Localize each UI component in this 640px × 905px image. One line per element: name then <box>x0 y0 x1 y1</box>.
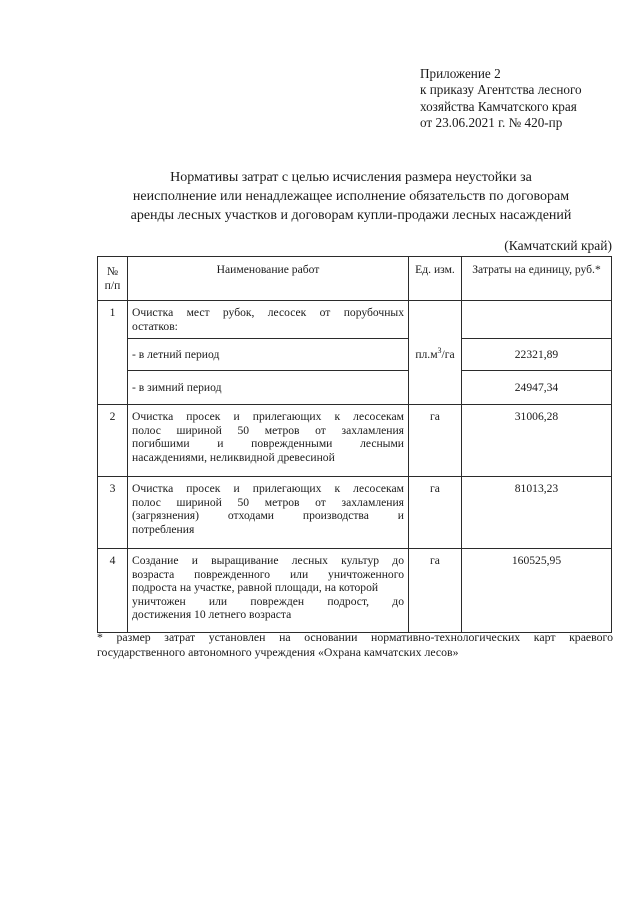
row-name <box>128 301 409 339</box>
row-name-line: Очистка просек и прилегающих к лесосекам <box>132 482 404 495</box>
row-name <box>128 477 409 549</box>
row-name-line: Очистка мест рубок, лесосек от порубочных <box>132 306 404 319</box>
table-row <box>98 301 612 339</box>
table-header-row <box>98 257 612 301</box>
header-num <box>98 257 128 301</box>
header-cost: Затраты на единицу, руб.* <box>462 257 612 301</box>
appendix-header <box>420 66 620 131</box>
row-cost <box>462 301 612 339</box>
row-number: 2 <box>98 405 128 477</box>
row-name-line: Создание и выращивание лесных культур до <box>132 554 404 567</box>
subrow-label: - в зимний период <box>128 371 409 405</box>
subrow-cost: 24947,34 <box>462 371 612 405</box>
table-row <box>98 405 612 477</box>
row-name-line: полос шириной 50 метров от захламления <box>132 495 404 509</box>
header-unit: Ед. изм. <box>409 257 462 301</box>
row-unit: га <box>409 405 462 477</box>
subrow-label: - в летний период <box>128 339 409 371</box>
table-row <box>98 477 612 549</box>
row-name <box>128 405 409 477</box>
row-unit: га <box>409 549 462 633</box>
table-row <box>98 549 612 633</box>
row-name-line: потребления <box>132 522 195 536</box>
footnote: * размер затрат установлен на основании нормативно-технологических карт краевого государственного автономного учреждения «Охрана камчатских лесов» <box>97 630 613 659</box>
row-name-line: насаждениями, неликвидной древесиной <box>132 450 335 464</box>
row-cost: 81013,23 <box>462 477 612 549</box>
row-name <box>128 549 409 633</box>
header-num-line: № <box>106 265 119 278</box>
table-subrow <box>98 339 612 371</box>
row-name-line: остатков: <box>132 319 178 333</box>
unit-text: /га <box>441 347 455 361</box>
row-number: 1 <box>98 301 128 405</box>
row-name-line: уничтожен или поврежден подрост, до <box>132 594 404 608</box>
row-name-line: возраста поврежденного или уничтоженного <box>132 567 404 581</box>
title-line: аренды лесных участков и договорам купли-продажи лесных насаждений <box>130 208 572 223</box>
row-cost: 160525,95 <box>462 549 612 633</box>
row-cost: 31006,28 <box>462 405 612 477</box>
header-name: Наименование работ <box>128 257 409 301</box>
table-subrow <box>98 371 612 405</box>
title-line: Нормативы затрат с целью исчисления размера неустойки за <box>170 170 532 185</box>
unit-text: пл.м <box>415 347 438 361</box>
subrow-cost: 22321,89 <box>462 339 612 371</box>
row-unit <box>409 301 462 405</box>
document-title <box>96 168 606 225</box>
row-name-line: достижения 10 летнего возраста <box>132 608 292 621</box>
unit-superscript: 3 <box>437 345 442 355</box>
appendix-line: к приказу Агентства лесного <box>420 82 582 98</box>
header-num-line: п/п <box>104 278 121 292</box>
appendix-line: хозяйства Камчатского края <box>420 98 577 114</box>
row-number: 4 <box>98 549 128 633</box>
row-name-line: Очистка просек и прилегающих к лесосекам <box>132 410 404 423</box>
row-name-line: полос шириной 50 метров от захламления <box>132 423 404 437</box>
row-unit: га <box>409 477 462 549</box>
appendix-line: от 23.06.2021 г. № 420-пр <box>420 114 563 130</box>
appendix-line: Приложение 2 <box>420 66 501 81</box>
region-label: (Камчатский край) <box>504 238 612 253</box>
row-name-line: погибшими и поврежденными лесными <box>132 437 404 450</box>
row-name-line: (загрязнения) отходами производства и <box>132 509 404 522</box>
norms-table <box>97 256 612 633</box>
title-line: неисполнение или ненадлежащее исполнение обязательств по договорам <box>132 189 570 204</box>
row-number: 3 <box>98 477 128 549</box>
row-name-line: подроста на участке, равной площади, на которой <box>132 581 379 594</box>
